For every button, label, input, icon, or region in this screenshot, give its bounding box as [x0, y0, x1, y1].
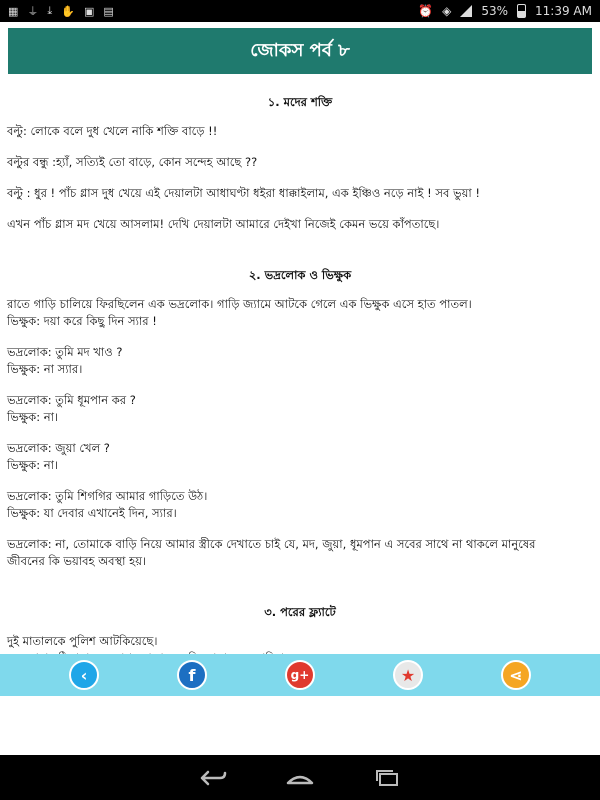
battery-icon: [517, 4, 526, 18]
page-title: জোকস পর্ব ৮: [250, 39, 350, 61]
dialogue-block: [7, 440, 593, 474]
dialogue-line: জীবনের কি ভয়াবহ অবস্থা হয়।: [7, 554, 147, 568]
dialogue-line: ভিক্ষুক: না স্যার।: [7, 362, 83, 376]
joke-paragraph: বল্টু: লোকে বলে দুধ খেলে নাকি শক্তি বাড়ে !!: [7, 124, 218, 138]
home-icon: [285, 768, 315, 788]
gesture-icon: ✋: [61, 4, 75, 18]
facebook-share-button[interactable]: [177, 660, 207, 690]
dialogue-line: ভিক্ষুক: না।: [7, 458, 59, 472]
dialogue-line: ভদ্রলোক: জুয়া খেল ?: [7, 441, 110, 455]
nav-recents-button[interactable]: [370, 766, 404, 790]
joke-paragraph: দুই মাতালকে পুলিশ আটকিয়েছে।: [7, 634, 158, 648]
dialogue-line: ভদ্রলোক: তুমি ধূমপান কর ?: [7, 393, 136, 407]
download-icon: ⤓: [47, 4, 53, 17]
joke-paragraph: বল্টুর বন্ধু :হ্যাঁ, সত্যিই তো বাড়ে, কোন সন্দেহ আছে ??: [7, 155, 258, 169]
dialogue-line: ভদ্রলোক: না, তোমাকে বাড়ি নিয়ে আমার স্ত্রীকে দেখাতে চাই যে, মদ, জুয়া, ধূমপান এ সবের সাথে না থাকলে মানুষের: [7, 537, 536, 551]
notification-icons: [8, 3, 114, 19]
signal-icon: [460, 5, 472, 17]
google-plus-share-button[interactable]: [285, 660, 315, 690]
grid-icon: ▦: [8, 4, 19, 18]
recents-icon: [372, 768, 402, 788]
page-title-bar: [8, 28, 592, 74]
dialogue-line: রাতে গাড়ি চালিয়ে ফিরছিলেন এক ভদ্রলোক। গাড়ি জ্যামে আটকে গেলে এক ভিক্ষুক এসে হাত পাতল।: [7, 297, 472, 311]
app-notification-icon: ▤: [103, 4, 114, 18]
facebook-icon: f: [188, 665, 196, 685]
joke-section-1: [7, 94, 593, 233]
joke-paragraph: এখন পাঁচ গ্লাস মদ খেয়ে আসলাম! দেখি দেয়ালটা আমারে দেইখা নিজেই কেমন ভয়ে কাঁপতাছে।: [7, 217, 440, 231]
clock: 11:39 AM: [535, 4, 592, 18]
bottom-toolbar: [0, 654, 600, 696]
nav-home-button[interactable]: [283, 766, 317, 790]
favorite-button[interactable]: [393, 660, 423, 690]
system-icons: [418, 4, 592, 18]
usb-icon: ⏚: [27, 5, 39, 18]
nav-back-button[interactable]: [196, 766, 230, 790]
back-icon: [198, 768, 228, 788]
dialogue-line: ভিক্ষুক: না।: [7, 410, 59, 424]
dialogue-line: ভদ্রলোক: তুমি শিগগির আমার গাড়িতে উঠ।: [7, 489, 208, 503]
dialogue-block: [7, 296, 593, 330]
jokes-content[interactable]: [0, 84, 600, 650]
back-button[interactable]: [69, 660, 99, 690]
status-bar: [0, 0, 600, 22]
star-icon: ★: [400, 665, 416, 685]
dialogue-block: [7, 344, 593, 378]
dialogue-block: [7, 392, 593, 426]
app-screen: [0, 22, 600, 755]
gallery-icon: ▣: [83, 4, 95, 18]
wifi-icon: ◈: [442, 4, 452, 18]
dialogue-block: [7, 536, 593, 570]
dialogue-block: [7, 488, 593, 522]
section-title: ৩. পরের ফ্ল্যাটে: [264, 605, 336, 619]
battery-percent: 53%: [481, 4, 509, 18]
joke-paragraph: বল্টু : ধুর ! পাঁচ গ্লাস দুধ খেয়ে এই দেয়ালটা আধাঘণ্টা ধইরা ধাক্কাইলাম, এক ইঞ্চিও নড়ে নাই ! সব ভুয়া !: [7, 186, 480, 200]
share-icon: ⋖: [509, 665, 523, 685]
dialogue-line: ভিক্ষুক: যা দেবার এখানেই দিন, স্যার।: [7, 506, 177, 520]
section-title: ১. মদের শক্তি: [267, 95, 333, 109]
alarm-icon: ⏰: [418, 4, 434, 18]
share-button[interactable]: [501, 660, 531, 690]
dialogue-line: ভদ্রলোক: তুমি মদ খাও ?: [7, 345, 123, 359]
back-arrow-icon: ‹: [80, 665, 88, 685]
system-navigation-bar: [0, 755, 600, 800]
section-title: ২. ভদ্রলোক ও ভিক্ষুক: [248, 268, 352, 282]
joke-section-2: [7, 267, 593, 570]
dialogue-line: ভিক্ষুক: দয়া করে কিছু দিন স্যার !: [7, 314, 157, 328]
google-plus-icon: g+: [290, 668, 310, 682]
